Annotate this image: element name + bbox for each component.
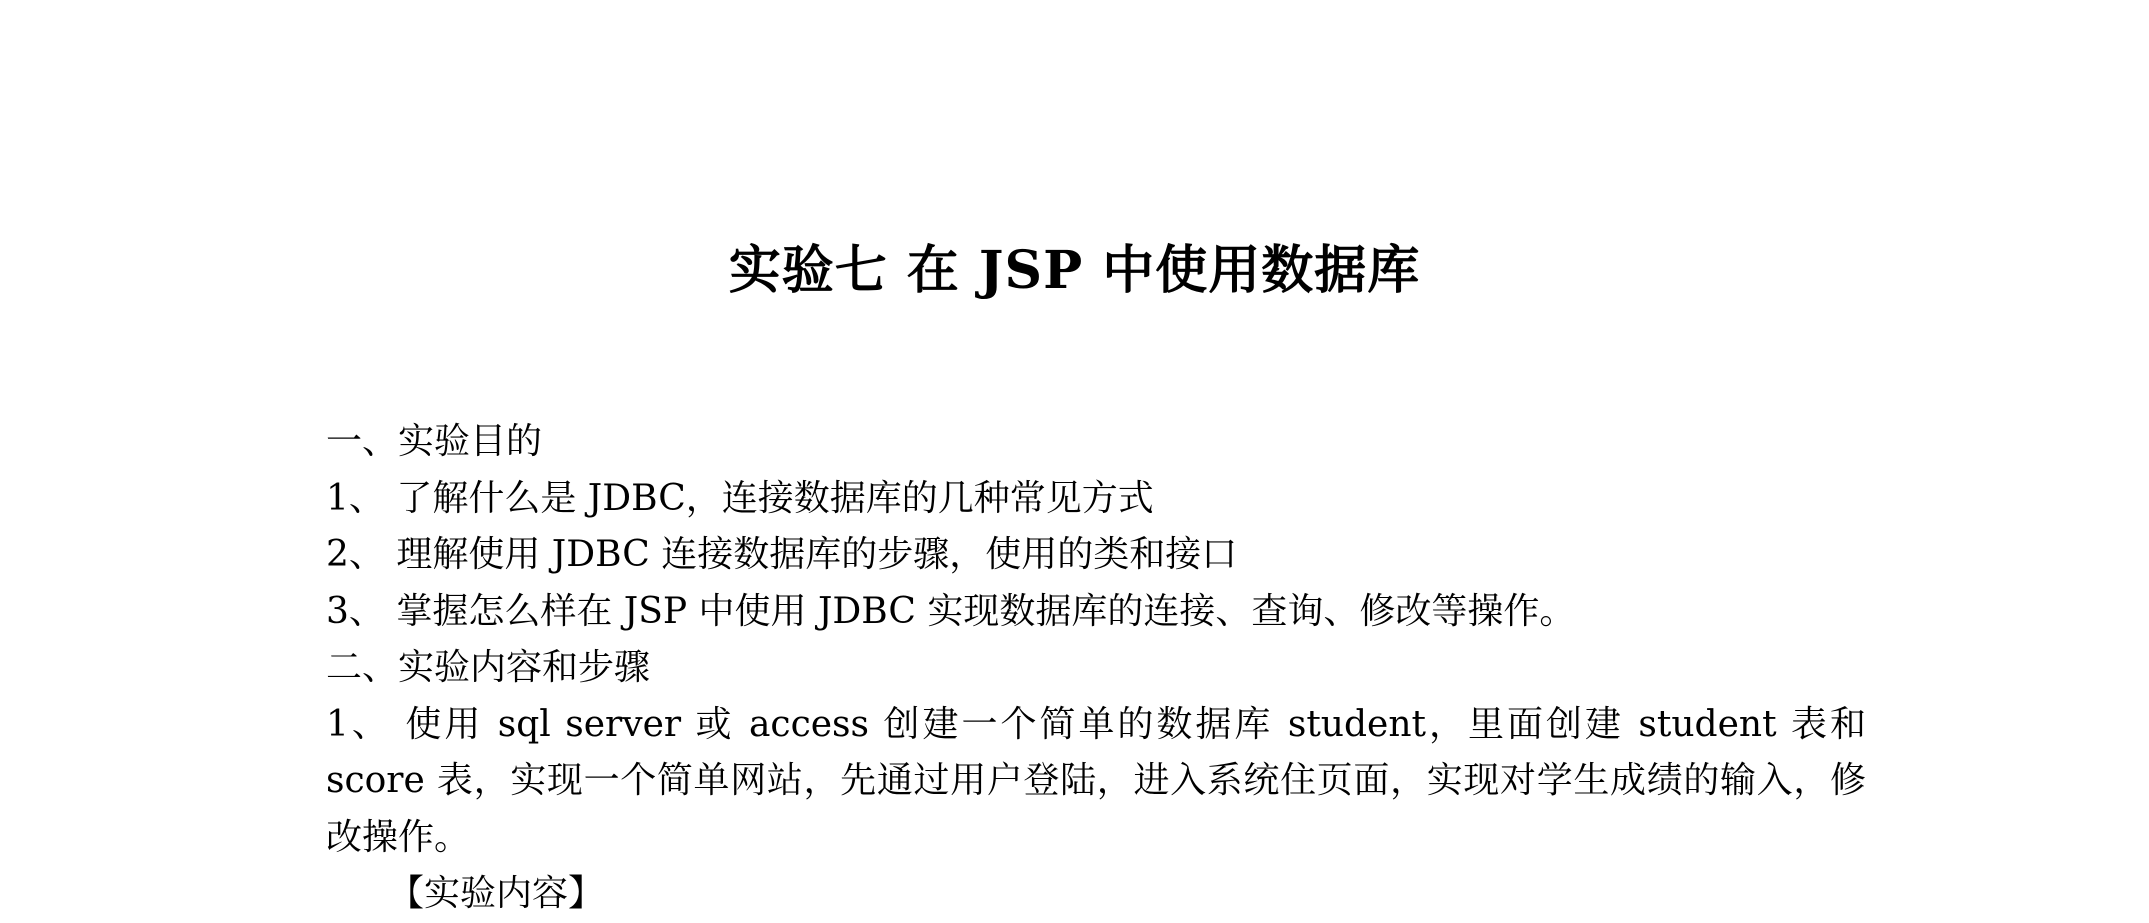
objective-item-2: 2、 理解使用 JDBC 连接数据库的步骤，使用的类和接口 xyxy=(326,534,1238,575)
objective-item-3: 3、 掌握怎么样在 JSP 中使用 JDBC 实现数据库的连接、查询、修改等操作。 xyxy=(326,590,1576,632)
content-subheading: 【实验内容】 xyxy=(388,873,605,914)
section-heading-objectives: 一、实验目的 xyxy=(326,421,543,462)
objective-item-1: 1、 了解什么是 JDBC，连接数据库的几种常见方式 xyxy=(326,477,1154,519)
document-title: 实验七 在 JSP 中使用数据库 xyxy=(728,240,1421,301)
document-body xyxy=(326,414,1866,923)
section-heading-content: 二、实验内容和步骤 xyxy=(326,647,651,688)
content-paragraph-1: 1、 使用 sql server 或 access 创建一个简单的数据库 student，里面创建 student 表和 score 表，实现一个简单网站，先通过用户登陆，进入系统住页面，实现对学生成绩的输入，修改操作。 xyxy=(326,703,1866,858)
